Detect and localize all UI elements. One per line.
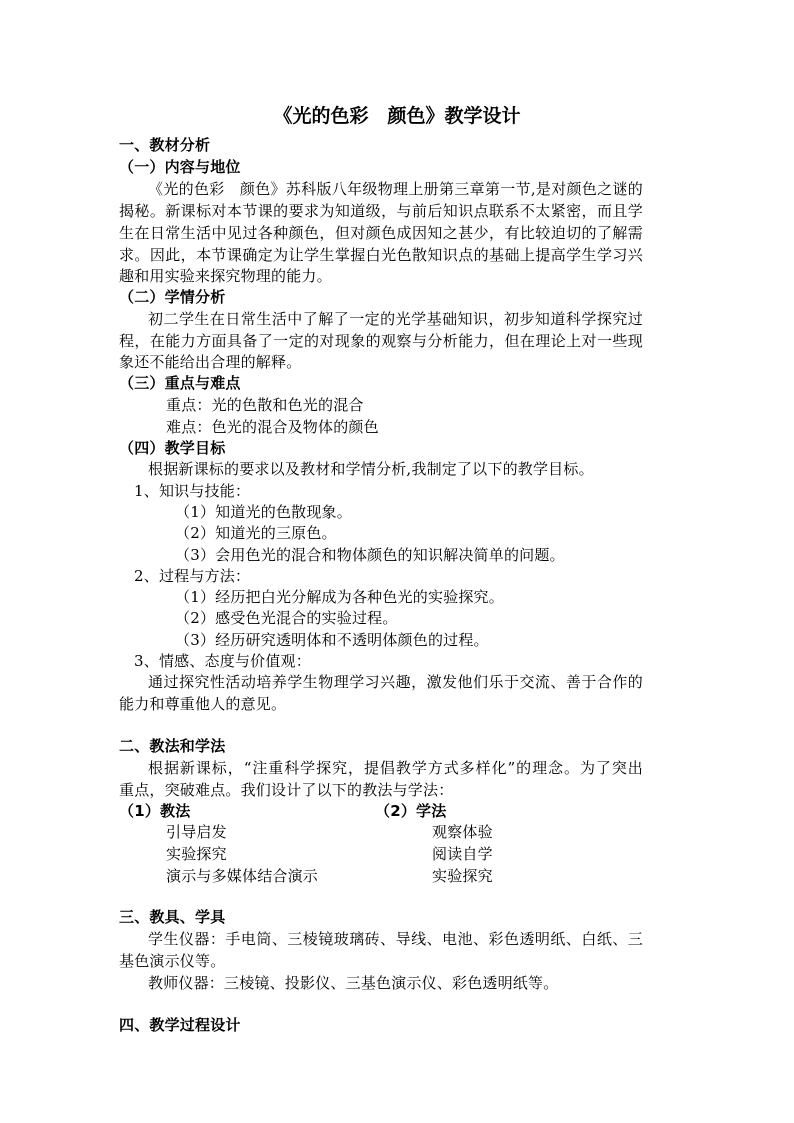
document-title: 《光的色彩 颜色》教学设计 [273,105,521,127]
goal-heading-process: 2、过程与方法： [134,567,251,585]
method-item: 引导启发 [166,823,227,841]
subheading-students: （二）学情分析 [119,288,226,306]
method-heading-learning: （2）学法 [375,802,447,820]
section-heading-materials: 一、教材分析 [119,136,211,154]
goal-item: （2）知道光的三原色。 [175,524,337,542]
method-heading-teaching: （1）教法 [119,802,191,820]
paragraph-line: 《光的色彩 颜色》苏科版八年级物理上册第三章第一节,是对颜色之谜的 [148,180,643,198]
goal-item: （1）经历把白光分解成为各种色光的实验探究。 [175,588,504,606]
difficult-point: 难点：色光的混合及物体的颜色 [166,418,379,436]
paragraph-line: 趣和用实验来探究物理的能力。 [119,267,332,285]
method-item: 阅读自学 [432,845,493,863]
method-item: 观察体验 [432,823,493,841]
goal-heading-attitude: 3、情感、态度与价值观： [134,652,311,670]
goal-item: （2）感受色光混合的实验过程。 [175,609,398,627]
method-item: 演示与多媒体结合演示 [166,867,319,885]
goal-item: （1）知道光的色散现象。 [175,503,352,521]
paragraph-line: 通过探究性活动培养学生物理学习兴趣，激发他们乐于交流、善于合作的 [148,673,643,691]
paragraph-line: 重点，突破难点。我们设计了以下的教法与学法： [119,781,454,799]
goals-intro: 根据新课标的要求以及教材和学情分析,我制定了以下的教学目标。 [148,460,594,478]
method-item: 实验探究 [166,845,227,863]
paragraph-line: 基色演示仪等。 [119,952,226,970]
paragraph-line: 程，在能力方面具备了一定的对现象的观察与分析能力，但在理论上对一些现 [119,332,643,350]
section-heading-equipment: 三、教具、学具 [119,908,226,926]
paragraph-line: 能力和尊重他人的意见。 [119,695,287,713]
goal-item: （3）会用色光的混合和物体颜色的知识解决简单的问题。 [175,546,565,564]
key-point: 重点：光的色散和色光的混合 [166,396,364,414]
goal-heading-knowledge: 1、知识与技能： [134,482,251,500]
paragraph-line: 揭秘。新课标对本节课的要求为知道级，与前后知识点联系不太紧密，而且学 [119,202,643,220]
section-heading-process: 四、教学过程设计 [119,1016,241,1034]
paragraph-line: 求。因此，本节课确定为让学生掌握白光色散知识点的基础上提高学生学习兴 [119,246,643,264]
paragraph-line: 根据新课标，“注重科学探究，提倡教学方式多样化”的理念。为了突出 [148,759,643,777]
goal-item: （3）经历研究透明体和不透明体颜色的过程。 [175,631,489,649]
paragraph-line: 初二学生在日常生活中了解了一定的光学基础知识，初步知道科学探究过 [148,310,643,328]
method-item: 实验探究 [432,867,493,885]
teacher-equipment: 教师仪器：三棱镜、投影仪、三基色演示仪、彩色透明纸等。 [148,974,559,992]
paragraph-line: 生在日常生活中见过各种颜色，但对颜色成因知之甚少，有比较迫切的了解需 [119,224,643,242]
subheading-content: （一）内容与地位 [119,158,241,176]
section-heading-methods: 二、教法和学法 [119,737,226,755]
paragraph-line: 学生仪器：手电筒、三棱镜玻璃砖、导线、电池、彩色透明纸、白纸、三 [148,930,643,948]
subheading-key-points: （三）重点与难点 [119,374,241,392]
paragraph-line: 象还不能给出合理的解释。 [119,353,302,371]
subheading-goals: （四）教学目标 [119,439,226,457]
